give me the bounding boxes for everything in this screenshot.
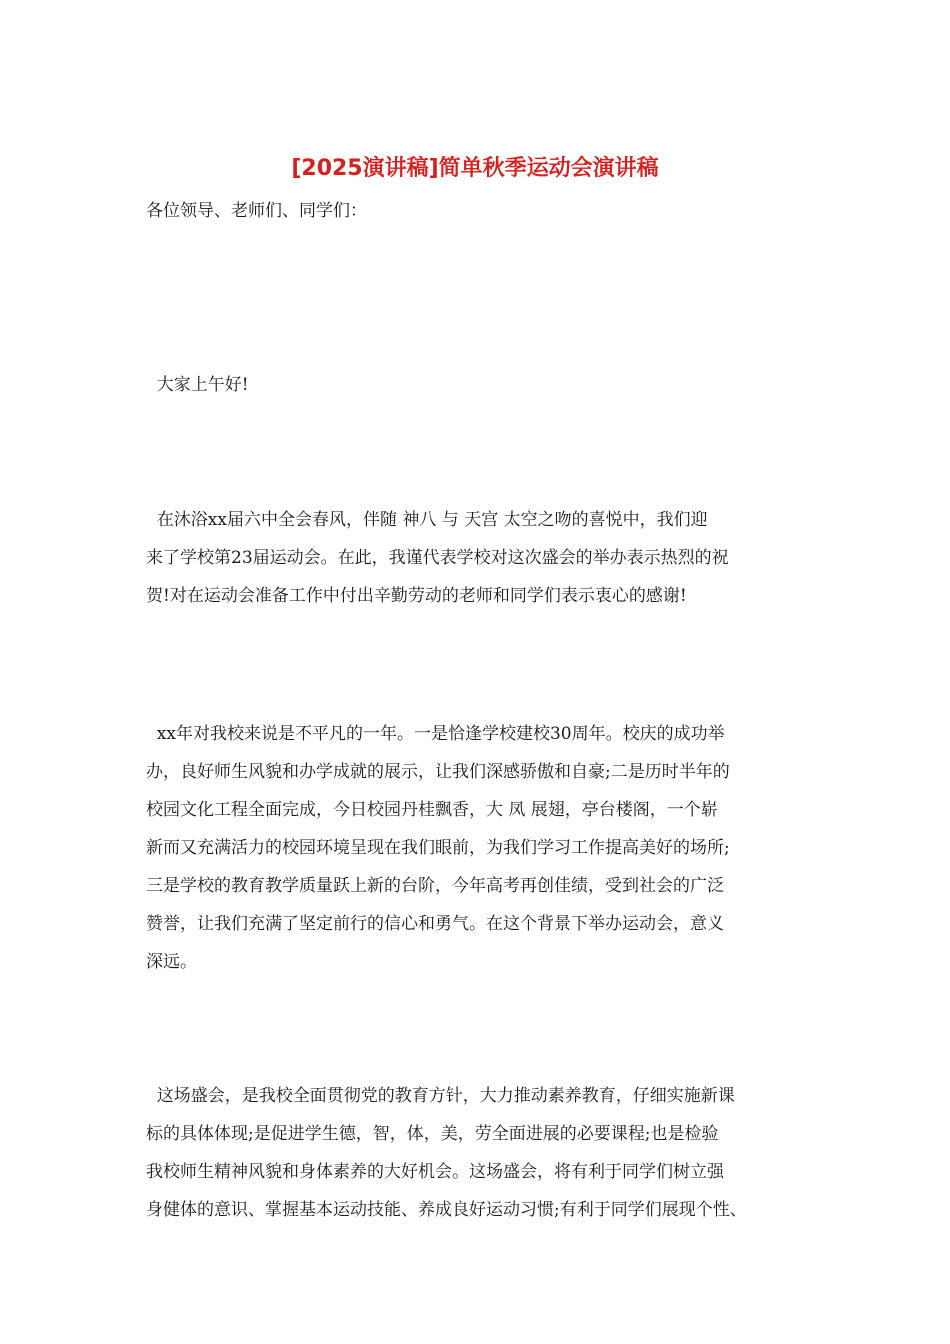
paragraph-2-line-3: 校园文化工程全面完成，今日校园丹桂飘香，大 凤 展翅，亭台楼阁，一个崭	[146, 800, 718, 820]
paragraph-1-line-1: 在沐浴xx届六中全会春风，伴随 神八 与 天宫 太空之吻的喜悦中，我们迎	[146, 510, 708, 530]
paragraph-1-line-3: 贺!对在运动会准备工作中付出辛勤劳动的老师和同学们表示衷心的感谢!	[146, 586, 687, 606]
paragraph-2-line-4: 新而又充满活力的校园环境呈现在我们眼前，为我们学习工作提高美好的场所;	[146, 838, 730, 858]
paragraph-3-line-1: 这场盛会，是我校全面贯彻党的教育方针，大力推动素养教育，仔细实施新课	[146, 1086, 735, 1106]
paragraph-2-line-6: 赞誉，让我们充满了坚定前行的信心和勇气。在这个背景下举办运动会，意义	[146, 914, 724, 934]
greeting: 大家上午好!	[146, 375, 249, 395]
salutation: 各位领导、老师们、同学们：	[146, 201, 367, 221]
paragraph-3-line-4: 身健体的意识、掌握基本运动技能、养成良好运动习惯;有利于同学们展现个性、	[146, 1200, 747, 1220]
paragraph-2-line-7: 深远。	[146, 952, 197, 972]
paragraph-2-line-1: xx年对我校来说是不平凡的一年。一是恰逢学校建校30周年。校庆的成功举	[146, 724, 725, 744]
paragraph-1-line-2: 来了学校第23届运动会。在此，我谨代表学校对这次盛会的举办表示热烈的祝	[146, 548, 729, 568]
paragraph-3-line-3: 我校师生精神风貌和身体素养的大好机会。这场盛会，将有利于同学们树立强	[146, 1162, 724, 1182]
paragraph-2-line-2: 办，良好师生风貌和办学成就的展示，让我们深感骄傲和自豪;二是历时半年的	[146, 762, 730, 782]
paragraph-3-line-2: 标的具体体现;是促进学生德，智，体，美，劳全面进展的必要课程;也是检验	[146, 1124, 719, 1144]
document-title: [2025演讲稿]简单秋季运动会演讲稿	[291, 156, 659, 181]
paragraph-2-line-5: 三是学校的教育教学质量跃上新的台阶，今年高考再创佳绩，受到社会的广泛	[146, 876, 724, 896]
